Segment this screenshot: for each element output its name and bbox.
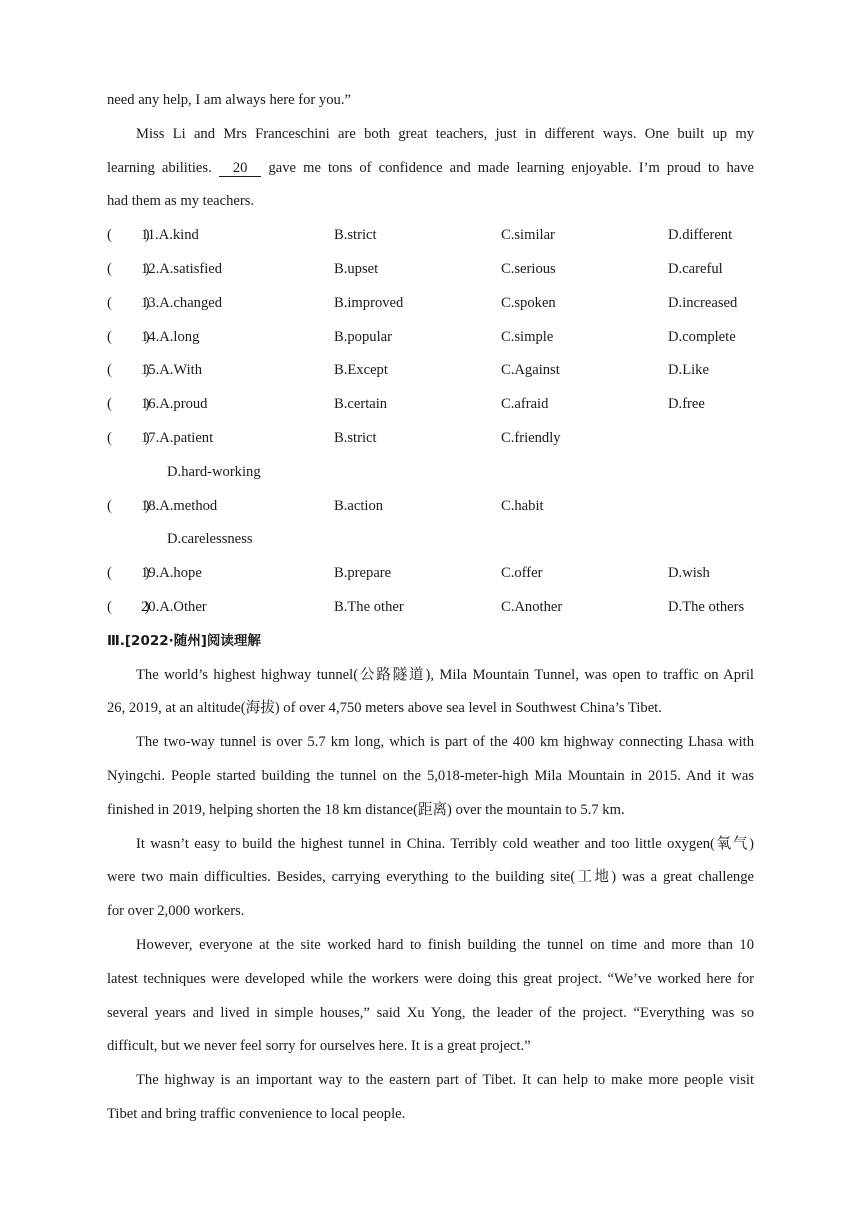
answer-bracket: ( )	[107, 294, 150, 311]
answer-bracket: ( )	[107, 396, 150, 413]
text-fragment: gave me tons of confidence and made learning enjoyable. I’m proud to have	[268, 159, 754, 176]
option-a: 18.A.method	[141, 497, 218, 514]
option-a: 20.A.Other	[141, 598, 207, 615]
option-b: B.prepare	[334, 565, 392, 582]
option-c: C.friendly	[501, 429, 561, 446]
reading-line: for over 2,000 workers.	[107, 903, 245, 920]
reading-line: Nyingchi. People started building the tunnel on the 5,018-meter-high Mila Mountain in 2015. And it was	[107, 767, 754, 784]
reading-line: The highway is an important way to the eastern part of Tibet. It can help to make more people visit	[136, 1072, 754, 1089]
option-a: 16.A.proud	[141, 396, 208, 413]
reading-line: Tibet and bring traffic convenience to local people.	[107, 1105, 406, 1122]
option-d: D.Like	[668, 362, 709, 379]
question-row	[107, 287, 754, 321]
passage-paragraph-line: Miss Li and Mrs Franceschini are both great teachers, just in different ways. One built up my	[136, 125, 754, 142]
reading-line: It wasn’t easy to build the highest tunnel in China. Terribly cold weather and too little oxygen(氧气)	[136, 835, 754, 852]
question-row	[107, 422, 754, 456]
option-c: C.similar	[501, 227, 555, 244]
option-d: D.different	[668, 227, 733, 244]
option-c: C.Another	[501, 598, 563, 615]
option-d: D.wish	[668, 565, 710, 582]
answer-bracket: ( )	[107, 565, 150, 582]
option-c: C.habit	[501, 497, 544, 514]
option-d: D.careful	[668, 260, 723, 277]
question-row	[107, 321, 754, 355]
document-page	[107, 84, 754, 1132]
option-d: D.carelessness	[167, 531, 253, 548]
option-c: C.afraid	[501, 396, 549, 413]
question-row	[107, 354, 754, 388]
option-c: C.simple	[501, 328, 554, 345]
reading-line: The world’s highest highway tunnel(公路隧道), Mila Mountain Tunnel, was open to traffic on April	[136, 666, 754, 683]
option-d: D.increased	[668, 294, 738, 311]
answer-bracket: ( )	[107, 328, 150, 345]
question-row	[107, 388, 754, 422]
answer-bracket: ( )	[107, 497, 150, 514]
option-d: D.free	[668, 396, 705, 413]
reading-line: finished in 2019, helping shorten the 18 km distance(距离) over the mountain to 5.7 km.	[107, 801, 625, 818]
answer-blank-20: 20	[219, 160, 262, 177]
option-b: B.improved	[334, 294, 404, 311]
option-b: B.Except	[334, 362, 388, 379]
text-fragment: learning abilities.	[107, 159, 212, 176]
option-b: B.certain	[334, 396, 388, 413]
question-row	[107, 253, 754, 287]
option-a: 13.A.changed	[141, 294, 223, 311]
question-row	[107, 557, 754, 591]
option-d: D.complete	[668, 328, 736, 345]
option-a: 17.A.patient	[141, 429, 214, 446]
answer-bracket: ( )	[107, 362, 150, 379]
reading-line: several years and lived in simple houses,” said Xu Yong, the leader of the project. “Everything was so	[107, 1004, 754, 1021]
option-b: B.popular	[334, 328, 392, 345]
reading-line: latest techniques were developed while the workers were doing this great project. “We’ve worked here for	[107, 970, 754, 987]
answer-bracket: ( )	[107, 429, 150, 446]
reading-line: 26, 2019, at an altitude(海拔) of over 4,750 meters above sea level in Southwest China’s Tibet.	[107, 700, 662, 717]
question-row	[107, 490, 754, 524]
option-c: C.Against	[501, 362, 560, 379]
option-d: D.hard-working	[167, 463, 261, 480]
answer-bracket: ( )	[107, 260, 150, 277]
section-heading: Ⅲ.[2022·随州]阅读理解	[107, 632, 261, 649]
option-a: 11.A.kind	[141, 227, 199, 244]
option-b: B.strict	[334, 227, 377, 244]
passage-paragraph-line: had them as my teachers.	[107, 193, 255, 210]
option-a: 19.A.hope	[141, 565, 202, 582]
option-b: B.upset	[334, 260, 379, 277]
question-row	[107, 219, 754, 253]
option-c: C.spoken	[501, 294, 556, 311]
passage-paragraph-line	[107, 152, 754, 186]
answer-bracket: ( )	[107, 598, 150, 615]
option-c: C.serious	[501, 260, 556, 277]
reading-line: However, everyone at the site worked hard to finish building the tunnel on time and more than 10	[136, 936, 754, 953]
option-a: 12.A.satisfied	[141, 260, 223, 277]
answer-bracket: ( )	[107, 227, 150, 244]
option-a: 15.A.With	[141, 362, 203, 379]
option-a: 14.A.long	[141, 328, 200, 345]
option-b: B.action	[334, 497, 384, 514]
reading-line: The two-way tunnel is over 5.7 km long, which is part of the 400 km highway connecting Lhasa with	[136, 734, 754, 751]
option-d: D.The others	[668, 598, 745, 615]
option-b: B.strict	[334, 429, 377, 446]
question-row	[107, 591, 754, 625]
passage-closing-line: need any help, I am always here for you.”	[107, 92, 351, 108]
reading-line: difficult, but we never feel sorry for ourselves here. It is a great project.”	[107, 1038, 531, 1055]
option-c: C.offer	[501, 565, 543, 582]
reading-line: were two main difficulties. Besides, carrying everything to the building site(工地) was a great challenge	[107, 869, 754, 886]
option-b: B.The other	[334, 598, 404, 615]
